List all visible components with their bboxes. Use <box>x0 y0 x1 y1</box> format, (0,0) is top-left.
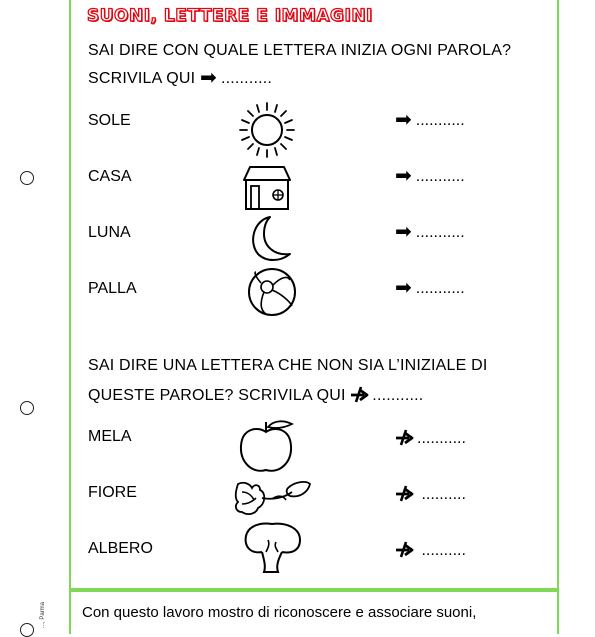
sun-icon <box>236 101 298 159</box>
answer-albero[interactable]: .......... <box>395 540 466 560</box>
ball-icon <box>246 266 298 318</box>
section2-question-line2 <box>88 385 423 405</box>
answer-palla[interactable]: ➡ ........... <box>395 277 465 299</box>
word-casa: CASA <box>88 168 132 185</box>
section1-question-line1: SAI DIRE CON QUALE LETTERA INIZIA OGNI PAROLA? <box>88 42 512 59</box>
house-icon <box>240 164 292 212</box>
tree-icon <box>242 522 304 576</box>
word-mela: MELA <box>88 428 132 445</box>
section1-question-line2 <box>88 67 273 89</box>
crossed-arrow-icon <box>395 484 415 502</box>
word-albero: ALBERO <box>88 540 153 557</box>
binder-hole-2 <box>20 401 34 415</box>
word-fiore: FIORE <box>88 484 137 501</box>
word-luna: LUNA <box>88 224 131 241</box>
section2-question-line1: SAI DIRE UNA LETTERA CHE NON SIA L’INIZIALE DI <box>88 357 488 374</box>
binder-hole-3 <box>20 623 34 637</box>
answer-mela[interactable]: ........... <box>395 428 466 448</box>
worksheet-frame <box>69 0 559 590</box>
crossed-arrow-icon <box>395 428 415 446</box>
right-arrow-icon: ➡ <box>395 277 412 299</box>
worksheet-title: SUONI, LETTERE E IMMAGINI <box>87 6 373 26</box>
section2-question-text: QUESTE PAROLE? SCRIVILA QUI <box>88 387 346 404</box>
side-credit: ..., Parma <box>40 601 46 628</box>
binder-hole-1 <box>20 171 34 185</box>
self-assessment-text: Con questo lavoro mostro di riconoscere e associare suoni, <box>82 604 477 621</box>
answer-casa[interactable]: ➡ ........... <box>395 165 465 187</box>
right-arrow-icon: ➡ <box>395 221 412 243</box>
crossed-arrow-icon <box>350 385 370 403</box>
apple-icon <box>236 418 298 476</box>
right-arrow-icon: ➡ <box>395 109 412 131</box>
section2-question-blank: ........... <box>372 387 424 404</box>
answer-fiore[interactable]: .......... <box>395 484 466 504</box>
section1-question-text: SCRIVILA QUI <box>88 70 196 87</box>
right-arrow-icon: ➡ <box>395 165 412 187</box>
flower-icon <box>232 478 314 520</box>
word-palla: PALLA <box>88 280 137 297</box>
answer-luna[interactable]: ➡ ........... <box>395 221 465 243</box>
crossed-arrow-icon <box>395 540 415 558</box>
moon-icon <box>244 214 294 264</box>
word-sole: SOLE <box>88 112 131 129</box>
section1-question-blank: ........... <box>220 70 273 87</box>
right-arrow-icon: ➡ <box>199 67 217 89</box>
answer-sole[interactable]: ➡ ........... <box>395 109 465 131</box>
